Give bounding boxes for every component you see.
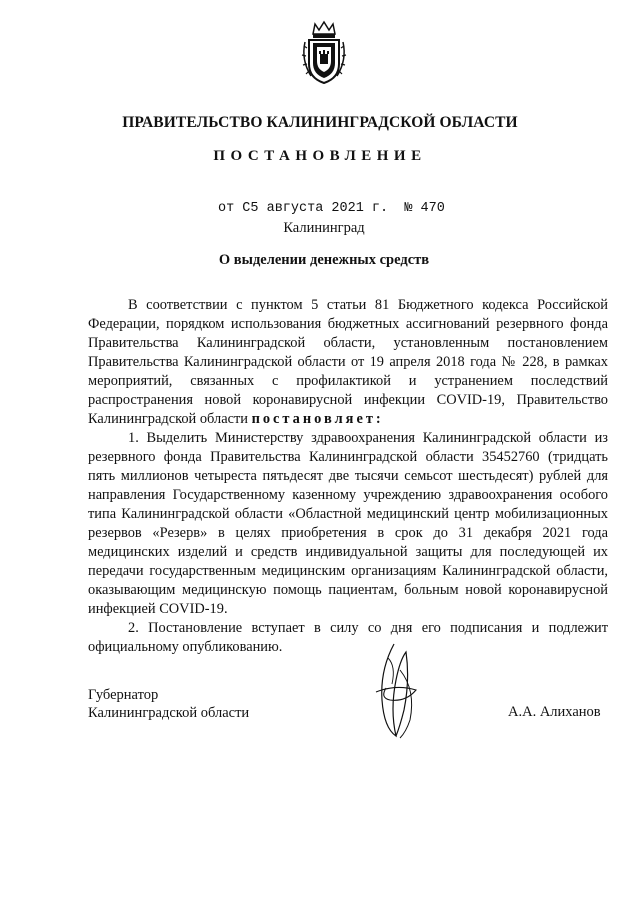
preamble-text: В соответствии с пунктом 5 статьи 81 Бюджетного кодекса Российской Федерации, порядком использования бюджетных ассигнований резервного фонда Правительства Калининградской области, установленным постановлением Правительства Калининградской области от 19 апреля 2018 года № 228, в рамках мероприятий, связанных с профилактикой и устранением последствий распространения новой коронавирусной инфекции COVID-19, Правительство Калининградской области [88, 297, 608, 427]
document-type: ПОСТАНОВЛЕНИЕ [213, 148, 427, 164]
signatory-name: А.А. Алиханов [508, 704, 601, 720]
document-body [88, 296, 608, 657]
signatory-title [88, 686, 249, 722]
coat-of-arms-icon [299, 20, 349, 86]
organization-title: ПРАВИТЕЛЬСТВО КАЛИНИНГРАДСКОЙ ОБЛАСТИ [122, 114, 518, 131]
date-number-line: от С5 августа 2021 г. № 470 [218, 201, 445, 216]
paragraph-item-1: 1. Выделить Министерству здравоохранения Калининградской области из резервного фонда Правительства Калининградской области 35452760 (тридцать пять миллионов четыреста пятьдесят две тысячи семьсот шестьдесят) рублей для направления Государственному казенному учреждению здравоохранения особого типа Калининградской области «Областной медицинский центр мобилизационных резервов «Резерв» в целях приобретения в срок до 31 декабря 2021 года медицинских изделий и средств индивидуальной защиты для последующей их передачи государственным медицинским организациям Калининградской области, оказывающим медицинскую помощь пациентам, больным новой коронавирусной инфекцией COVID-19. [88, 430, 608, 617]
handwritten-signature-icon [366, 640, 426, 740]
signatory-position: Губернатор [88, 687, 159, 703]
decree-word: постановляет: [251, 411, 384, 427]
signatory-region: Калининградской области [88, 705, 250, 721]
document-subject: О выделении денежных средств [218, 252, 430, 268]
paragraph-preamble [88, 296, 608, 429]
city: Калининград [283, 220, 365, 236]
paragraph-item-2: 2. Постановление вступает в силу со дня его подписания и подлежит официальному опубликованию. [88, 620, 608, 655]
